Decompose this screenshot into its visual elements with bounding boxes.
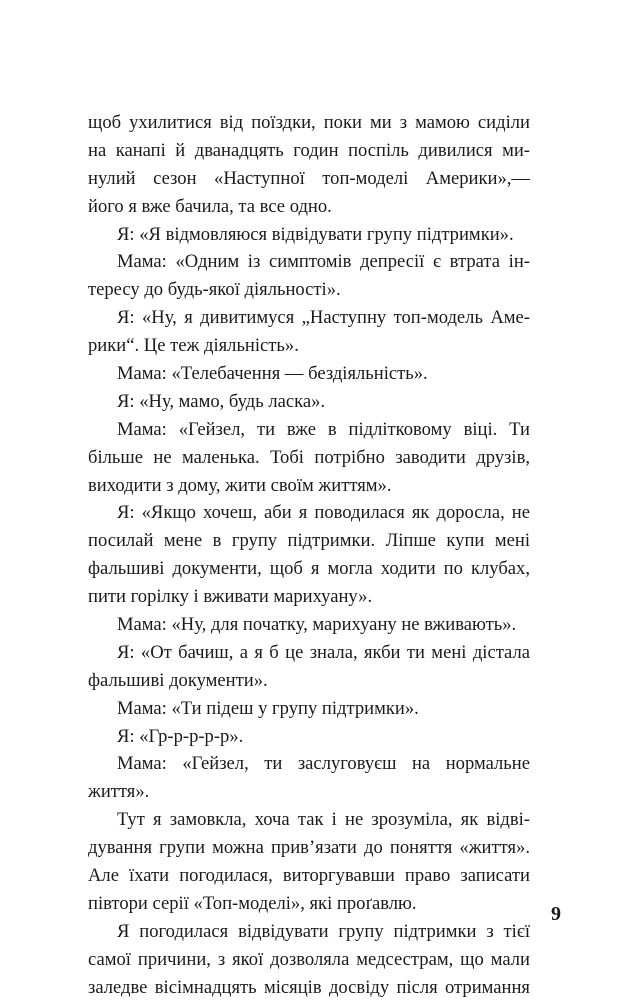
text-line: нулий сезон «Наступної топ-моделі Америки»,—	[88, 167, 530, 189]
text-line: Мама: «Гейзел, ти вже в підлітковому віці. Ти	[117, 418, 530, 440]
text-line: фальшиві документи».	[88, 669, 268, 691]
text-line: його я вже бачила, та все одно.	[88, 195, 332, 217]
text-line: Мама: «Ну, для початку, марихуану не вживають».	[117, 614, 517, 636]
text-line: виходити з дому, жити своїм життям».	[88, 474, 392, 496]
text-line: заледве вісімнадцять місяців досвіду після отримання	[88, 976, 530, 998]
text-line: Я: «Якщо хочеш, аби я поводилася як доросла, не	[117, 502, 530, 524]
text-line: Мама: «Телебачення — бездіяльність».	[117, 363, 428, 385]
text-line: більше не маленька. Тобі потрібно заводити друзів,	[88, 446, 530, 468]
text-line: життя».	[88, 781, 150, 803]
text-line: тересу до будь-якої діяльності».	[88, 279, 341, 301]
text-line: фальшиві документи, щоб я могла ходити по клубах,	[88, 558, 530, 580]
text-line: Мама: «Гейзел, ти заслуговуєш на нормальне	[117, 753, 530, 775]
text-line: самої причини, з якої дозволяла медсестрам, що мали	[88, 948, 530, 970]
text-line: Мама: «Ти підеш у групу підтримки».	[117, 697, 419, 719]
text-line: Я: «Я відмовляюся відвідувати групу підтримки».	[117, 223, 514, 245]
text-line: на канапі й дванадцять годин поспіль дивилися ми-	[88, 139, 530, 161]
body-text	[88, 109, 530, 1002]
text-line: Я: «Ну, мамо, будь ласка».	[117, 390, 326, 412]
page-number: 9	[551, 903, 561, 925]
text-line: півтори серії «Топ-моделі», які проґавлю.	[88, 892, 417, 914]
text-line: пити горілку і вживати марихуану».	[88, 586, 373, 608]
text-line: рики“. Це теж діяльність».	[88, 335, 299, 357]
text-line: Я: «От бачиш, а я б це знала, якби ти мені дістала	[117, 641, 530, 663]
text-line: Я: «Гр-р-р-р-р».	[117, 725, 244, 747]
text-line: Тут я замовкла, хоча так і не зрозуміла, як відві-	[117, 809, 530, 831]
text-line: Мама: «Одним із симптомів депресії є втрата ін-	[117, 251, 530, 273]
text-line: Я погодилася відвідувати групу підтримки з тієї	[117, 920, 530, 942]
text-line: щоб ухилитися від поїздки, поки ми з мамою сиділи	[88, 112, 530, 133]
text-line: посилай мене в групу підтримки. Ліпше купи мені	[88, 530, 530, 552]
text-line: Але їхати погодилася, виторгувавши право записати	[88, 865, 530, 887]
text-line: Я: «Ну, я дивитимуся „Наступну топ-модель Аме-	[117, 307, 530, 329]
text-line: дування групи можна прив’язати до поняття «життя».	[88, 837, 530, 859]
